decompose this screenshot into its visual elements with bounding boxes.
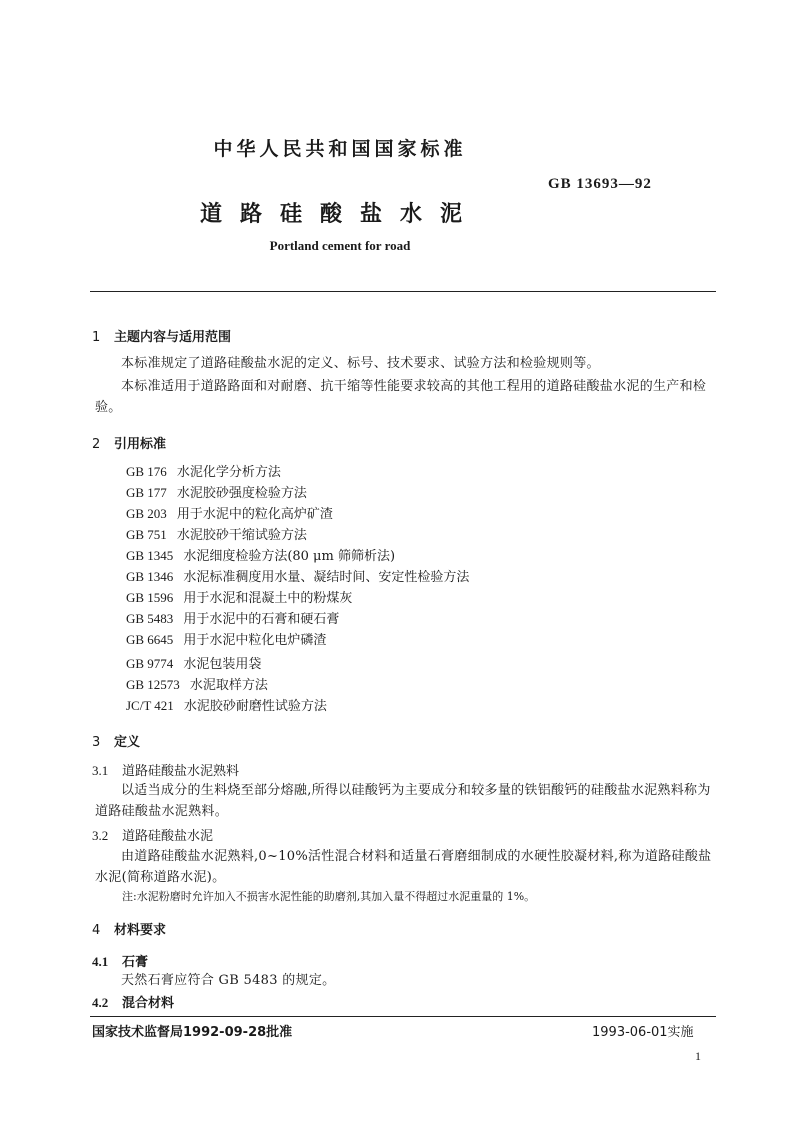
reference-item — [126, 482, 307, 501]
subsection-title: 道路硅酸盐水泥 — [122, 829, 214, 844]
page-number: 1 — [695, 1049, 701, 1063]
approval-date: 国家技术监督局1992-09-28批准 — [92, 1025, 293, 1040]
reference-code: GB 177 — [126, 485, 167, 500]
reference-name: 用于水泥和混凝土中的粉煤灰 — [183, 591, 353, 606]
reference-item — [126, 545, 395, 564]
national-standard-heading: 中华人民共和国国家标准 — [213, 138, 467, 160]
reference-code: JC/T 421 — [126, 698, 174, 713]
reference-item — [126, 461, 281, 480]
section-title: 主题内容与适用范围 — [114, 330, 232, 345]
document-title: 道路硅酸盐水泥 — [199, 202, 480, 227]
subsection-number: 4.2 — [92, 995, 109, 1010]
subsection-number: 3.2 — [92, 828, 109, 843]
effective-date: 1993-06-01实施 — [592, 1025, 694, 1040]
reference-item — [126, 653, 261, 672]
reference-item — [126, 608, 339, 627]
reference-name: 用于水泥中粒化电炉磷渣 — [183, 633, 327, 648]
section-3-heading — [92, 731, 140, 750]
section-number: 1 — [92, 330, 101, 345]
reference-name: 水泥细度检验方法(80 μm 筛筛析法) — [183, 549, 396, 564]
subsection-number: 4.1 — [92, 954, 109, 969]
reference-item — [126, 524, 307, 543]
subsection-3-1-heading — [92, 760, 239, 779]
document-title-english: Portland cement for road — [269, 238, 411, 253]
section-title: 定义 — [114, 735, 141, 750]
reference-name: 水泥胶砂耐磨性试验方法 — [183, 699, 327, 714]
subsection-4-1-text: 天然石膏应符合 GB 5483 的规定。 — [121, 973, 336, 988]
reference-item — [126, 566, 469, 585]
reference-code: GB 1346 — [126, 569, 174, 584]
subsection-4-1-heading — [92, 951, 148, 970]
reference-item — [126, 503, 333, 522]
reference-code: GB 12573 — [126, 677, 180, 692]
reference-code: GB 9774 — [126, 656, 174, 671]
subsection-title: 石膏 — [122, 955, 149, 970]
section-1-paragraph-2: 本标准适用于道路路面和对耐磨、抗干缩等性能要求较高的其他工程用的道路硅酸盐水泥的生产和检验。 — [95, 379, 707, 415]
reference-code: GB 751 — [126, 527, 167, 542]
reference-name: 水泥化学分析方法 — [176, 465, 281, 480]
reference-code: GB 5483 — [126, 611, 174, 626]
subsection-3-2-text: 由道路硅酸盐水泥熟料,0~10%活性混合材料和适量石膏磨细制成的水硬性胶凝材料,称为道路硅酸盐水泥(简称道路水泥)。 — [95, 849, 712, 885]
section-number: 3 — [92, 735, 101, 750]
section-title: 材料要求 — [114, 923, 167, 938]
subsection-3-2-heading — [92, 825, 213, 844]
reference-code: GB 6645 — [126, 632, 174, 647]
footer-divider — [90, 1016, 716, 1017]
section-2-heading — [92, 433, 166, 452]
reference-item — [126, 587, 352, 606]
reference-code: GB 176 — [126, 464, 167, 479]
subsection-title: 道路硅酸盐水泥熟料 — [122, 764, 240, 779]
section-number: 2 — [92, 437, 101, 452]
reference-code: GB 1345 — [126, 548, 174, 563]
section-number: 4 — [92, 923, 101, 938]
subsection-4-2-heading — [92, 992, 174, 1011]
subsection-title: 混合材料 — [122, 996, 175, 1011]
reference-name: 水泥胶砂干缩试验方法 — [176, 528, 307, 543]
reference-name: 用于水泥中的粒化高炉矿渣 — [176, 507, 333, 522]
note: 注:水泥粉磨时允许加入不损害水泥性能的助磨剂,其加入量不得超过水泥重量的 1%。 — [122, 890, 536, 903]
reference-name: 水泥胶砂强度检验方法 — [176, 486, 307, 501]
reference-item — [126, 629, 326, 648]
section-1-paragraph-1: 本标准规定了道路硅酸盐水泥的定义、标号、技术要求、试验方法和检验规则等。 — [121, 356, 600, 371]
section-4-heading — [92, 919, 166, 938]
subsection-number: 3.1 — [92, 763, 109, 778]
reference-code: GB 1596 — [126, 590, 174, 605]
reference-name: 水泥包装用袋 — [183, 657, 262, 672]
reference-item — [126, 674, 268, 693]
reference-code: GB 203 — [126, 506, 167, 521]
reference-item — [126, 695, 327, 714]
header-divider — [90, 291, 716, 292]
reference-name: 水泥取样方法 — [189, 678, 268, 693]
reference-name: 用于水泥中的石膏和硬石膏 — [183, 612, 340, 627]
section-1-heading — [92, 326, 231, 345]
reference-name: 水泥标准稠度用水量、凝结时间、安定性检验方法 — [183, 570, 470, 585]
subsection-3-1-text: 以适当成分的生料烧至部分熔融,所得以硅酸钙为主要成分和较多量的铁铝酸钙的硅酸盐水泥熟料称为道路硅酸盐水泥熟料。 — [95, 783, 711, 819]
section-title: 引用标准 — [114, 437, 167, 452]
standard-number: GB 13693—92 — [548, 176, 652, 192]
